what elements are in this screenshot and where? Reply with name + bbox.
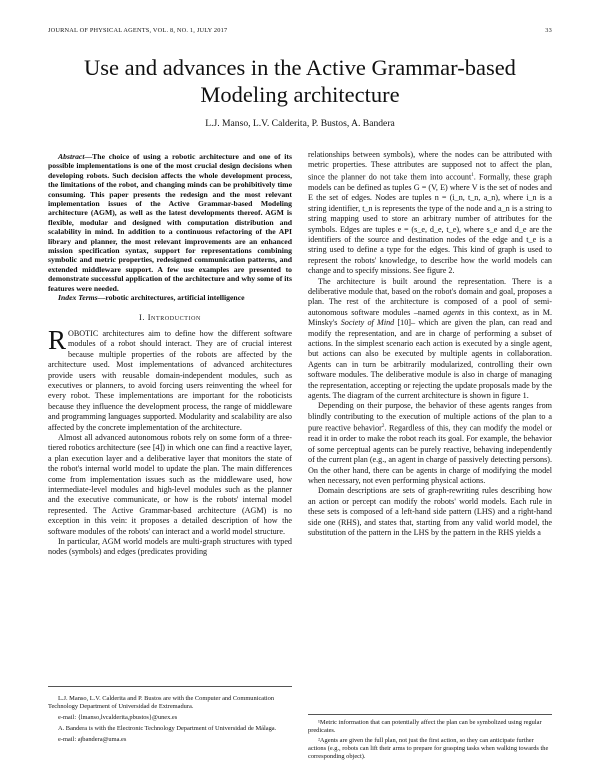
index-terms <box>48 293 292 302</box>
page-number: 33 <box>545 27 552 34</box>
footnotes <box>308 714 552 763</box>
body-paragraph-agents-behavior <box>308 401 552 486</box>
author-affiliations <box>48 686 292 747</box>
section-heading-introduction: I. Introduction <box>138 312 201 322</box>
index-terms-text: —robotic architectures, artificial intelligence <box>97 293 245 303</box>
abstract-lead: Abstract <box>58 152 85 161</box>
society-of-mind-title: Society of Mind <box>340 318 395 328</box>
abstract <box>48 152 292 293</box>
body-paragraph-architecture <box>308 277 552 402</box>
intro-paragraph-1 <box>48 324 292 433</box>
running-head <box>48 27 552 37</box>
intro-paragraph-3: In particular, AGM world models are multi-graph structures with typed nodes (symbols) and edges (predicates providing <box>48 537 292 557</box>
author-list: L.J. Manso, L.V. Calderita, P. Bustos, A. Bandera <box>205 118 395 129</box>
architecture-text-a: The architecture is built around the representation. There is a deliberative module that, based on the robot's domain and goal, proposes a plan. The rest of the architecture is composed of a pool of semi-autonomous software modules –named <box>308 276 552 317</box>
graph-models-text-a: relationships between symbols), where the nodes can be attributed with metric properties. These attributes are supposed not to affect the plan, since the planner do not take them into account <box>308 150 552 182</box>
affiliation-email-2: e-mail: ajbandera@uma.es <box>58 736 127 743</box>
drop-cap: R <box>48 324 67 355</box>
agents-behavior-text-a: Depending on their purpose, the behavior of these agents ranges from blindly contributing to the execution of multiple actions of the plan to a pure reactive behavior <box>308 401 552 433</box>
abstract-text: —The choice of using a robotic architecture and one of its possible implementations is one of the most crucial design decisions when developing robots. Such decision affects the whole development process, the limitations of the robot, and changing minds can be prohibitively time consuming. This paper presents the redesign and the most relevant implementation issues of the Active Grammar-based Modeling architecture (AGM), as well as the latest developments thereof. AGM is flexible, modular and designed with computation distribution and scalability in mind. In addition to a continuous refactoring of the API library and planner, the most relevant improvements are an enhanced mission specification syntax, support for representations combining symbolic and metric properties, redesigned communication patterns, and extended middleware support. A few use examples are presented to demonstrate successful application of the architecture and why some of its features were needed. <box>48 152 292 293</box>
intro-paragraph-2: Almost all advanced autonomous robots rely on some form of a three-tiered robotics architecture (see [4]) in which one can find a reactive layer, a plan execution layer and a deliberative layer that monitors the state of the robot's internal world model to update the plan. The main differences come from implementation issues such as the middleware used, how intermediate-level modules and high-level modules such as the planner and the executive communicate, or how is the robots' internal model represented. The Active Grammar-based architecture (AGM) is no exception in this vein: it proposes a detailed description of how the software modules of the robots' can interact and a world model structure. <box>48 432 292 536</box>
paper-title: Use and advances in the Active Grammar-based Modeling architecture <box>84 55 516 107</box>
architecture-text-c: [10]– which are given the plan, can read and modify the representation, and are in charge of performing a subset of actions. In the simplest scenario each action is executed by a single agent, but actions can also be executed by multiple agents in collaboration. Agents can in turn be arbitrarily modularized, controlling their own software modules. The deliberative module is also in charge of managing the representation, accepting or rejecting the update proposals made by the agents. The diagram of the current architecture is shown in figure 1. <box>308 318 552 401</box>
right-column <box>308 150 552 538</box>
agents-term: agents <box>443 307 465 317</box>
left-column <box>48 152 292 558</box>
affiliation-2: A. Bandera is with the Electronic Technology Department of Universidad de Málaga. <box>58 725 277 732</box>
architecture-text-b: in this context, as in M. Minsky's <box>308 307 552 328</box>
index-terms-lead: Index Terms <box>58 293 98 303</box>
footnote-2: ²Agents are given the full plan, not just the first action, so they can anticipate further actions (e.g., robots can lift their arms to prepare for grasping tasks when walking towards the corresponding object). <box>308 737 549 760</box>
body-paragraph-graph-models <box>308 150 552 277</box>
body-paragraph-domain-descriptions: Domain descriptions are sets of graph-rewriting rules describing how an action or percept can modify the robots' world models. Each rule in these sets is composed of a left-hand side pattern (LHS) and a right-hand side one (RHS), and states that, starting from any valid world model, the substitution of the pattern in the LHS by the pattern in the RHS yields a <box>308 486 552 538</box>
graph-models-text-b: . Formally, these graph models can be defined as tuples G = (V, E) where V is the set of nodes and E the set of edges. Nodes are tuples n = (i_n, t_n, a_n), where i_n is a string identifier, t_n is represents the type of the node and a_n is a string to string mapping used to store an arbitrary number of attributes for the symbols. Edges are tuples e = (s_e, d_e, t_e), where s_e and d_e are the identifiers of the source and destination nodes of the edge and t_e is a string used to define a type for the edges. This kind of graph is used to represent the robots' knowledge, to describe how the world models can change and to specify missions. See figure 2. <box>308 172 552 276</box>
footnote-ref-2: 2 <box>381 424 385 430</box>
agents-behavior-text-b: . Regardless of this, they can modify the model or read it in order to make the robot reach its goal. For example, the behavior of some perceptual agents can be purely reactive, behaving independently of the current plan (e.g., an agent in charge of passively detecting persons). On the other hand, there can be agents in charge of modifying the model when necessary, not even performing physical actions. <box>308 424 552 486</box>
intro-paragraph-1-text: OBOTIC architectures aim to define how the different software modules of a robot should interact. They are of crucial interest because multiple properties of the robots are affected by the architecture used. Most implementations of advanced architectures provide users with reusable domain-independent modules, such as executives or planners, to avoid forcing users reinventing the wheel for every robot. These implementations are important for the roboticists because they influence the development process, the range of middleware and programming languages supported. Modularity and scalability are also affected by the concrete implementation of the architecture. <box>48 328 292 432</box>
footnote-1: ¹Metric information that can potentially affect the plan can be symbolized using regular predicates. <box>308 719 542 734</box>
journal-header: JOURNAL OF PHYSICAL AGENTS, VOL. 8, NO. 1, JULY 2017 <box>48 27 228 34</box>
footnote-ref-1: 1 <box>471 172 474 178</box>
affiliation-email-1: e-mail: {lmanso,lvcalderita,pbustos}@unex.es <box>58 714 178 721</box>
affiliation-1: L.J. Manso, L.V. Calderita and P. Bustos are with the Computer and Communication Technology Department of Universidad de Extremadura. <box>48 695 275 710</box>
